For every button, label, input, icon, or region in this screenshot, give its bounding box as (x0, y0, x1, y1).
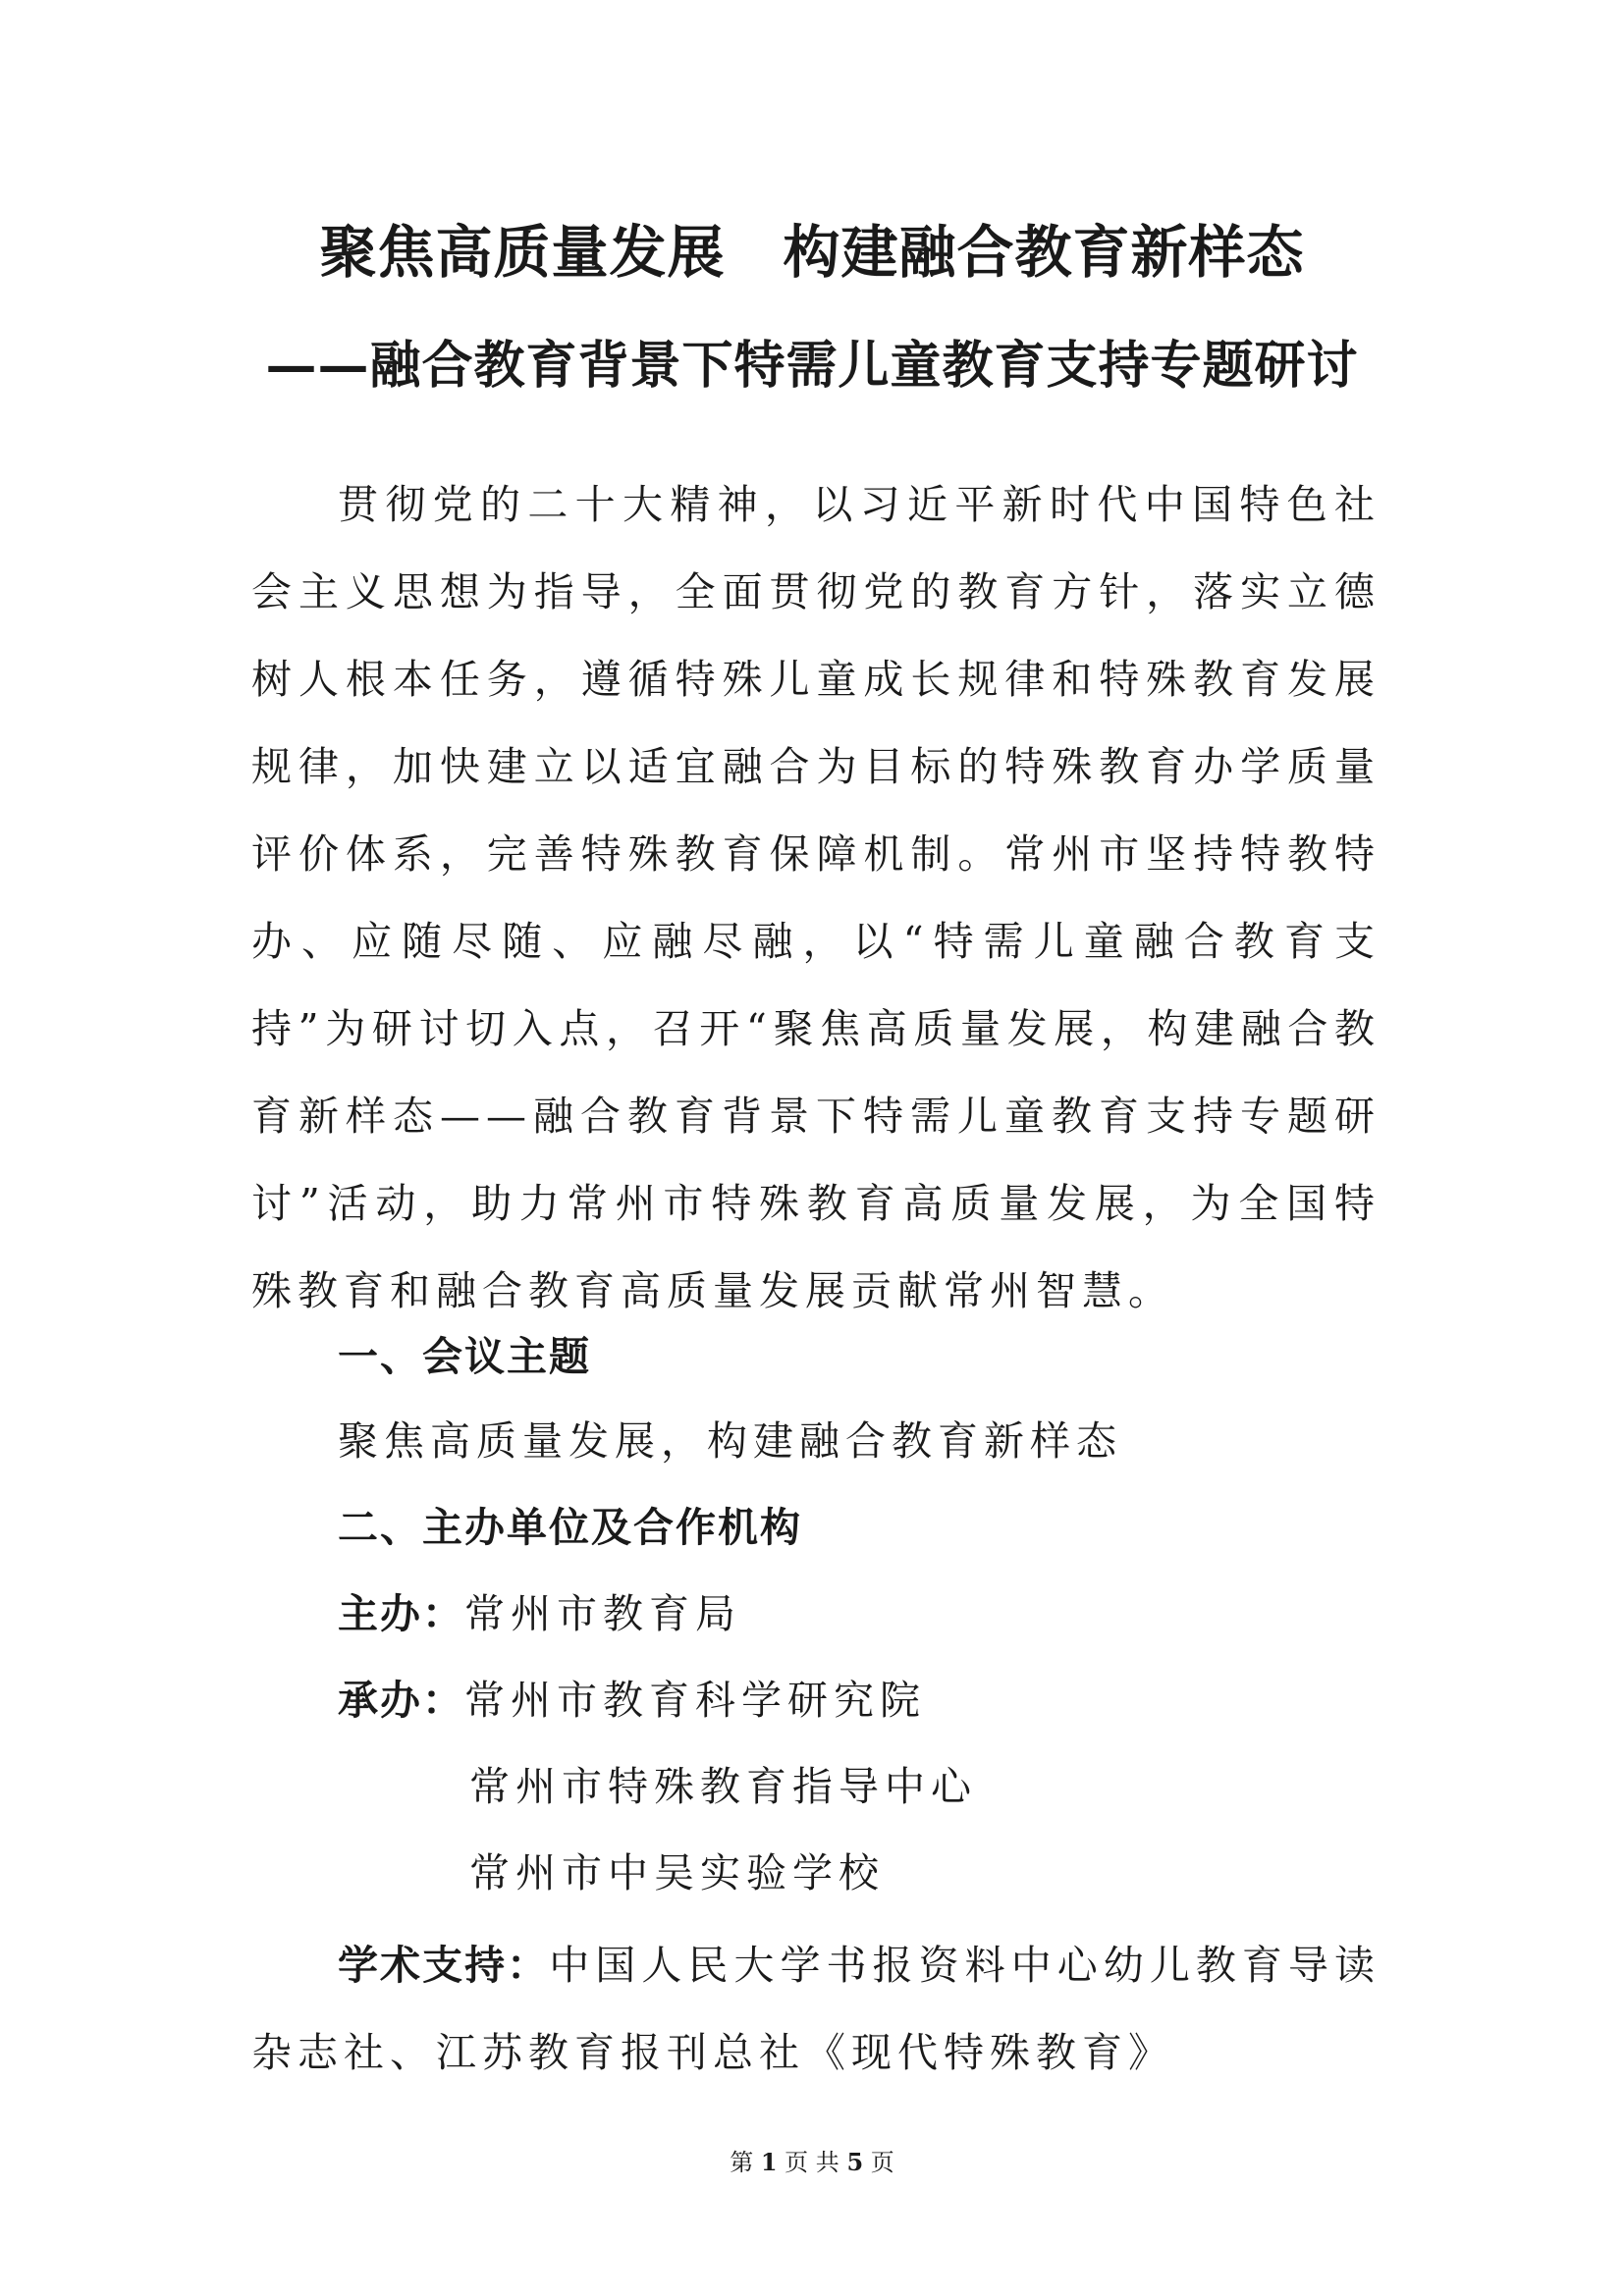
total-page-number: 5 (846, 2148, 864, 2176)
support-value: 中国人民大学书报资料中心幼儿教育导读杂志社、江苏教育报刊总社《现代特殊教育》 (251, 1942, 1381, 2076)
footer-suffix: 页 (870, 2149, 894, 2176)
intro-paragraph: 贯彻党的二十大精神，以习近平新时代中国特色社会主义思想为指导，全面贯彻党的教育方针，落实立德树人根本任务，遵循特殊儿童成长规律和特殊教育发展规律，加快建立以适宜融合为目标的特殊教育办学质量评价体系，完善特殊教育保障机制。常州市坚持特教特办、应随尽随、应融尽融，以“特需儿童融合教育支持”为研讨切入点，召开“聚焦高质量发展，构建融合教育新样态——融合教育背景下特需儿童教育支持专题研讨”活动，助力常州市特殊教育高质量发展，为全国特殊教育和融合教育高质量发展贡献常州智慧。 (251, 481, 1380, 1314)
organizer-label: 承办： (338, 1677, 464, 1724)
host-label: 主办： (338, 1590, 464, 1637)
support-label: 学术支持： (338, 1942, 550, 1989)
document-title: 聚焦高质量发展 构建融合教育新样态 (319, 219, 1305, 286)
academic-support (251, 1922, 1380, 2097)
organizer-item: 常州市中吴实验学校 (469, 1849, 885, 1896)
document-subtitle: ——融合教育背景下特需儿童教育支持专题研讨 (265, 336, 1359, 396)
host-value: 常州市教育局 (464, 1590, 741, 1637)
organizer-item: 常州市特殊教育指导中心 (469, 1763, 977, 1810)
page-footer (0, 2148, 1624, 2177)
organizer-item: 常州市教育科学研究院 (464, 1677, 926, 1724)
section-heading-organizers: 二、主办单位及合作机构 (338, 1504, 802, 1551)
current-page-number: 1 (760, 2148, 778, 2176)
section-heading-theme: 一、会议主题 (338, 1333, 591, 1380)
footer-prefix: 第 (730, 2149, 754, 2176)
footer-middle: 页 共 (785, 2149, 839, 2176)
host-row (338, 1584, 741, 1643)
organizer-row (338, 1671, 926, 1730)
theme-content: 聚焦高质量发展，构建融合教育新样态 (338, 1417, 1122, 1465)
